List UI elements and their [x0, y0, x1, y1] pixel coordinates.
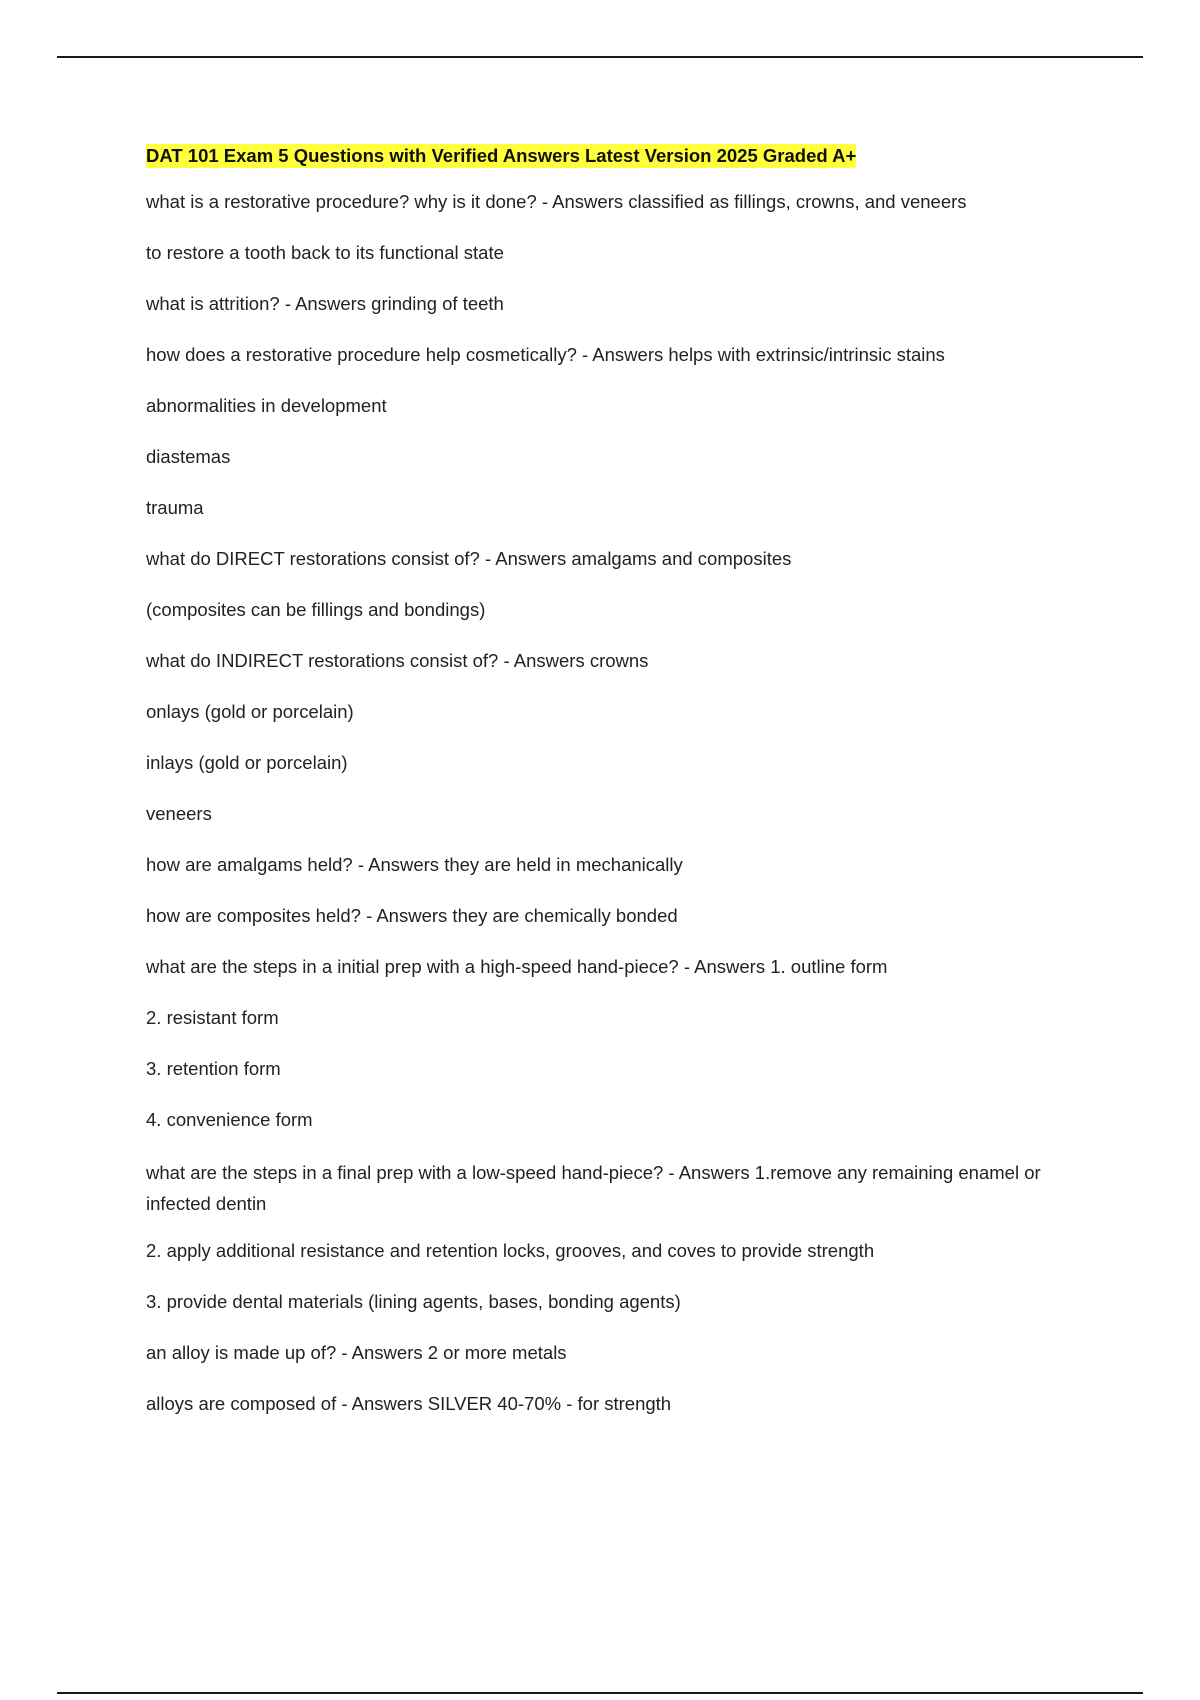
text-line: what is a restorative procedure? why is it done? - Answers classified as fillings, crowns, and veneers	[146, 191, 967, 212]
header-rule	[57, 56, 1143, 58]
text-line: 3. retention form	[146, 1058, 281, 1079]
text-line: what do INDIRECT restorations consist of? - Answers crowns	[146, 650, 649, 671]
text-line: veneers	[146, 803, 212, 824]
text-line: how are composites held? - Answers they are chemically bonded	[146, 905, 678, 926]
text-line: what are the steps in a final prep with a low-speed hand-piece? - Answers 1.remove any remaining enamel or infected dentin	[146, 1162, 1041, 1214]
text-line: an alloy is made up of? - Answers 2 or more metals	[146, 1342, 567, 1363]
text-line: to restore a tooth back to its functional state	[146, 242, 504, 263]
text-line: 2. apply additional resistance and retention locks, grooves, and coves to provide strength	[146, 1240, 875, 1261]
text-line: what is attrition? - Answers grinding of teeth	[146, 293, 504, 314]
footer-rule	[57, 1692, 1143, 1694]
text-line: 4. convenience form	[146, 1109, 313, 1130]
text-line: what do DIRECT restorations consist of? - Answers amalgams and composites	[146, 548, 792, 569]
text-line: how does a restorative procedure help cosmetically? - Answers helps with extrinsic/intrinsic stains	[146, 344, 945, 365]
text-line: abnormalities in development	[146, 395, 387, 416]
text-line: inlays (gold or porcelain)	[146, 752, 348, 773]
text-line: diastemas	[146, 446, 231, 467]
text-line: 2. resistant form	[146, 1007, 279, 1028]
text-line: what are the steps in a initial prep with a high-speed hand-piece? - Answers 1. outline form	[146, 956, 888, 977]
text-line: 3. provide dental materials (lining agents, bases, bonding agents)	[146, 1291, 681, 1312]
text-line: trauma	[146, 497, 204, 518]
text-line: onlays (gold or porcelain)	[146, 701, 354, 722]
document-title: DAT 101 Exam 5 Questions with Verified Answers Latest Version 2025 Graded A+	[146, 145, 857, 166]
text-line: how are amalgams held? - Answers they are held in mechanically	[146, 854, 683, 875]
text-line: (composites can be fillings and bondings)	[146, 599, 486, 620]
document-body	[146, 144, 1066, 1441]
text-line: alloys are composed of - Answers SILVER 40-70% - for strength	[146, 1393, 672, 1414]
